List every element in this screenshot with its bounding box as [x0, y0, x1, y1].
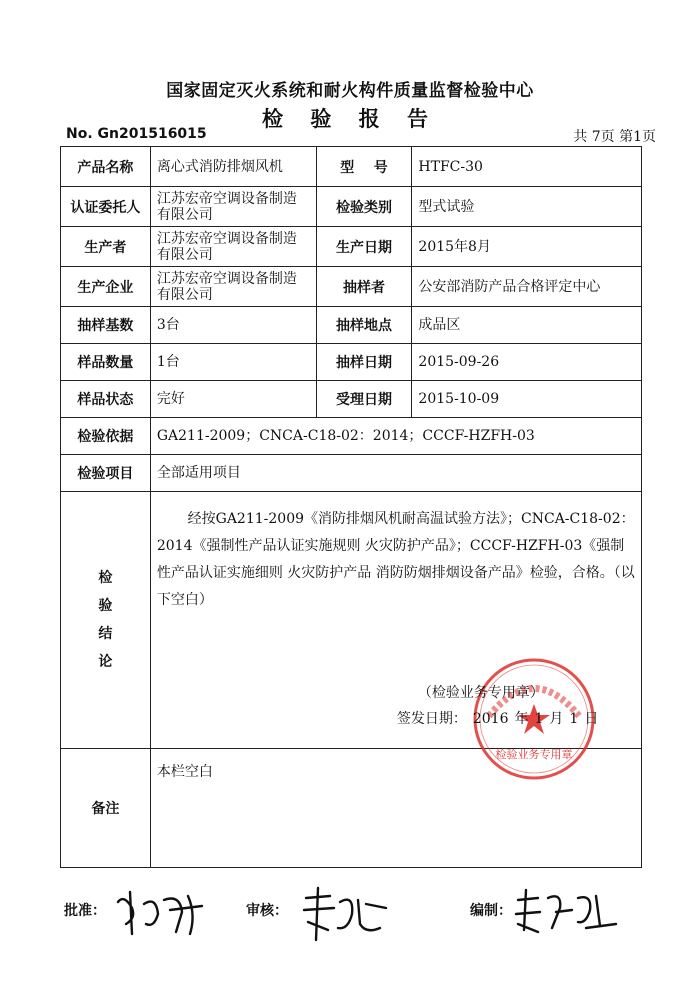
remarks-body [151, 749, 641, 867]
table-row [61, 267, 642, 307]
issue-year: 2016 [472, 711, 509, 727]
factory-label: 生产企业 [61, 267, 151, 307]
sample-place-label: 抽样地点 [316, 307, 412, 344]
prepare-label: 编制： [470, 903, 512, 919]
table-row [61, 455, 642, 492]
conclusion-row [61, 492, 642, 749]
approve-label: 批准： [64, 903, 106, 919]
conclusion-label-char: 论 [98, 654, 113, 670]
table-row [61, 187, 642, 227]
inspection-table [60, 146, 642, 868]
table-row [61, 344, 642, 381]
basis-value: GA211-2009；CNCA-C18-02：2014；CCCF-HZFH-03 [150, 418, 641, 455]
remarks-value: 本栏空白 [156, 764, 213, 780]
sample-qty-value: 1台 [150, 344, 316, 381]
conclusion-body [151, 492, 641, 761]
issue-date [397, 708, 604, 728]
issue-date-label: 签发日期： [396, 711, 467, 727]
product-name-label: 产品名称 [61, 147, 151, 187]
sample-place-value: 成品区 [412, 307, 642, 344]
report-org-title: 国家固定灭火系统和耐火构件质量监督检验中心 [166, 81, 534, 101]
conclusion-label-char: 结 [98, 626, 113, 642]
prepare-signature [512, 884, 622, 940]
table-row [61, 227, 642, 267]
items-value: 全部适用项目 [150, 455, 641, 492]
test-type-label: 检验类别 [316, 187, 412, 227]
seal-caption: （检验业务专用章） [417, 685, 544, 701]
model-value: HTFC-30 [412, 147, 642, 187]
report-number: No. Gn201516015 [66, 126, 207, 142]
conclusion-label-char: 验 [98, 598, 113, 614]
sampler-value: 公安部消防产品合格评定中心 [412, 267, 642, 307]
sampler-label: 抽样者 [316, 267, 412, 307]
conclusion-text: 经按GA211-2009《消防排烟风机耐高温试验方法》；CNCA-C18-02：2014《强制性产品认证实施规则 火灾防护产品》；CCCF-HZFH-03《强制性产品认证实施细则 火灾防护产品 消防防烟排烟设备产品》检验，合格。（以下空白） [156, 511, 635, 608]
issue-year-unit: 年 [514, 711, 529, 727]
issue-day-unit: 日 [584, 711, 599, 727]
applicant-label: 认证委托人 [61, 187, 151, 227]
production-date-value: 2015年8月 [412, 227, 642, 267]
sample-base-value: 3台 [150, 307, 316, 344]
production-date-label: 生产日期 [316, 227, 412, 267]
issue-month-unit: 月 [549, 711, 564, 727]
conclusion-label-char: 检 [98, 570, 113, 586]
table-row [61, 381, 642, 418]
factory-value: 江苏宏帝空调设备制造有限公司 [150, 267, 316, 307]
signature-row [0, 898, 700, 958]
model-label: 型 号 [316, 147, 412, 187]
applicant-value: 江苏宏帝空调设备制造有限公司 [150, 187, 316, 227]
page-counter: 共 7页 第1页 [573, 129, 656, 145]
basis-label: 检验依据 [61, 418, 151, 455]
test-type-value: 型式试验 [412, 187, 642, 227]
issue-day: 1 [569, 711, 579, 727]
review-signature [296, 884, 396, 944]
accept-date-value: 2015-10-09 [412, 381, 642, 418]
conclusion-label [61, 492, 151, 749]
table-row [61, 307, 642, 344]
accept-date-label: 受理日期 [316, 381, 412, 418]
issue-month: 1 [534, 711, 544, 727]
table-row [61, 147, 642, 187]
approve-signature [110, 884, 210, 940]
sample-date-label: 抽样日期 [316, 344, 412, 381]
manufacturer-label: 生产者 [61, 227, 151, 267]
table-row [61, 418, 642, 455]
sample-date-value: 2015-09-26 [412, 344, 642, 381]
manufacturer-value: 江苏宏帝空调设备制造有限公司 [150, 227, 316, 267]
report-title: 检 验 报 告 [262, 107, 438, 131]
items-label: 检验项目 [61, 455, 151, 492]
review-label: 审核： [246, 903, 288, 919]
sample-state-value: 完好 [150, 381, 316, 418]
product-name-value: 离心式消防排烟风机 [150, 147, 316, 187]
remarks-label: 备注 [61, 749, 151, 868]
sample-base-label: 抽样基数 [61, 307, 151, 344]
sample-state-label: 样品状态 [61, 381, 151, 418]
seal-text: 检验业务专用章 [495, 748, 573, 761]
sample-qty-label: 样品数量 [61, 344, 151, 381]
remarks-row [61, 749, 642, 868]
